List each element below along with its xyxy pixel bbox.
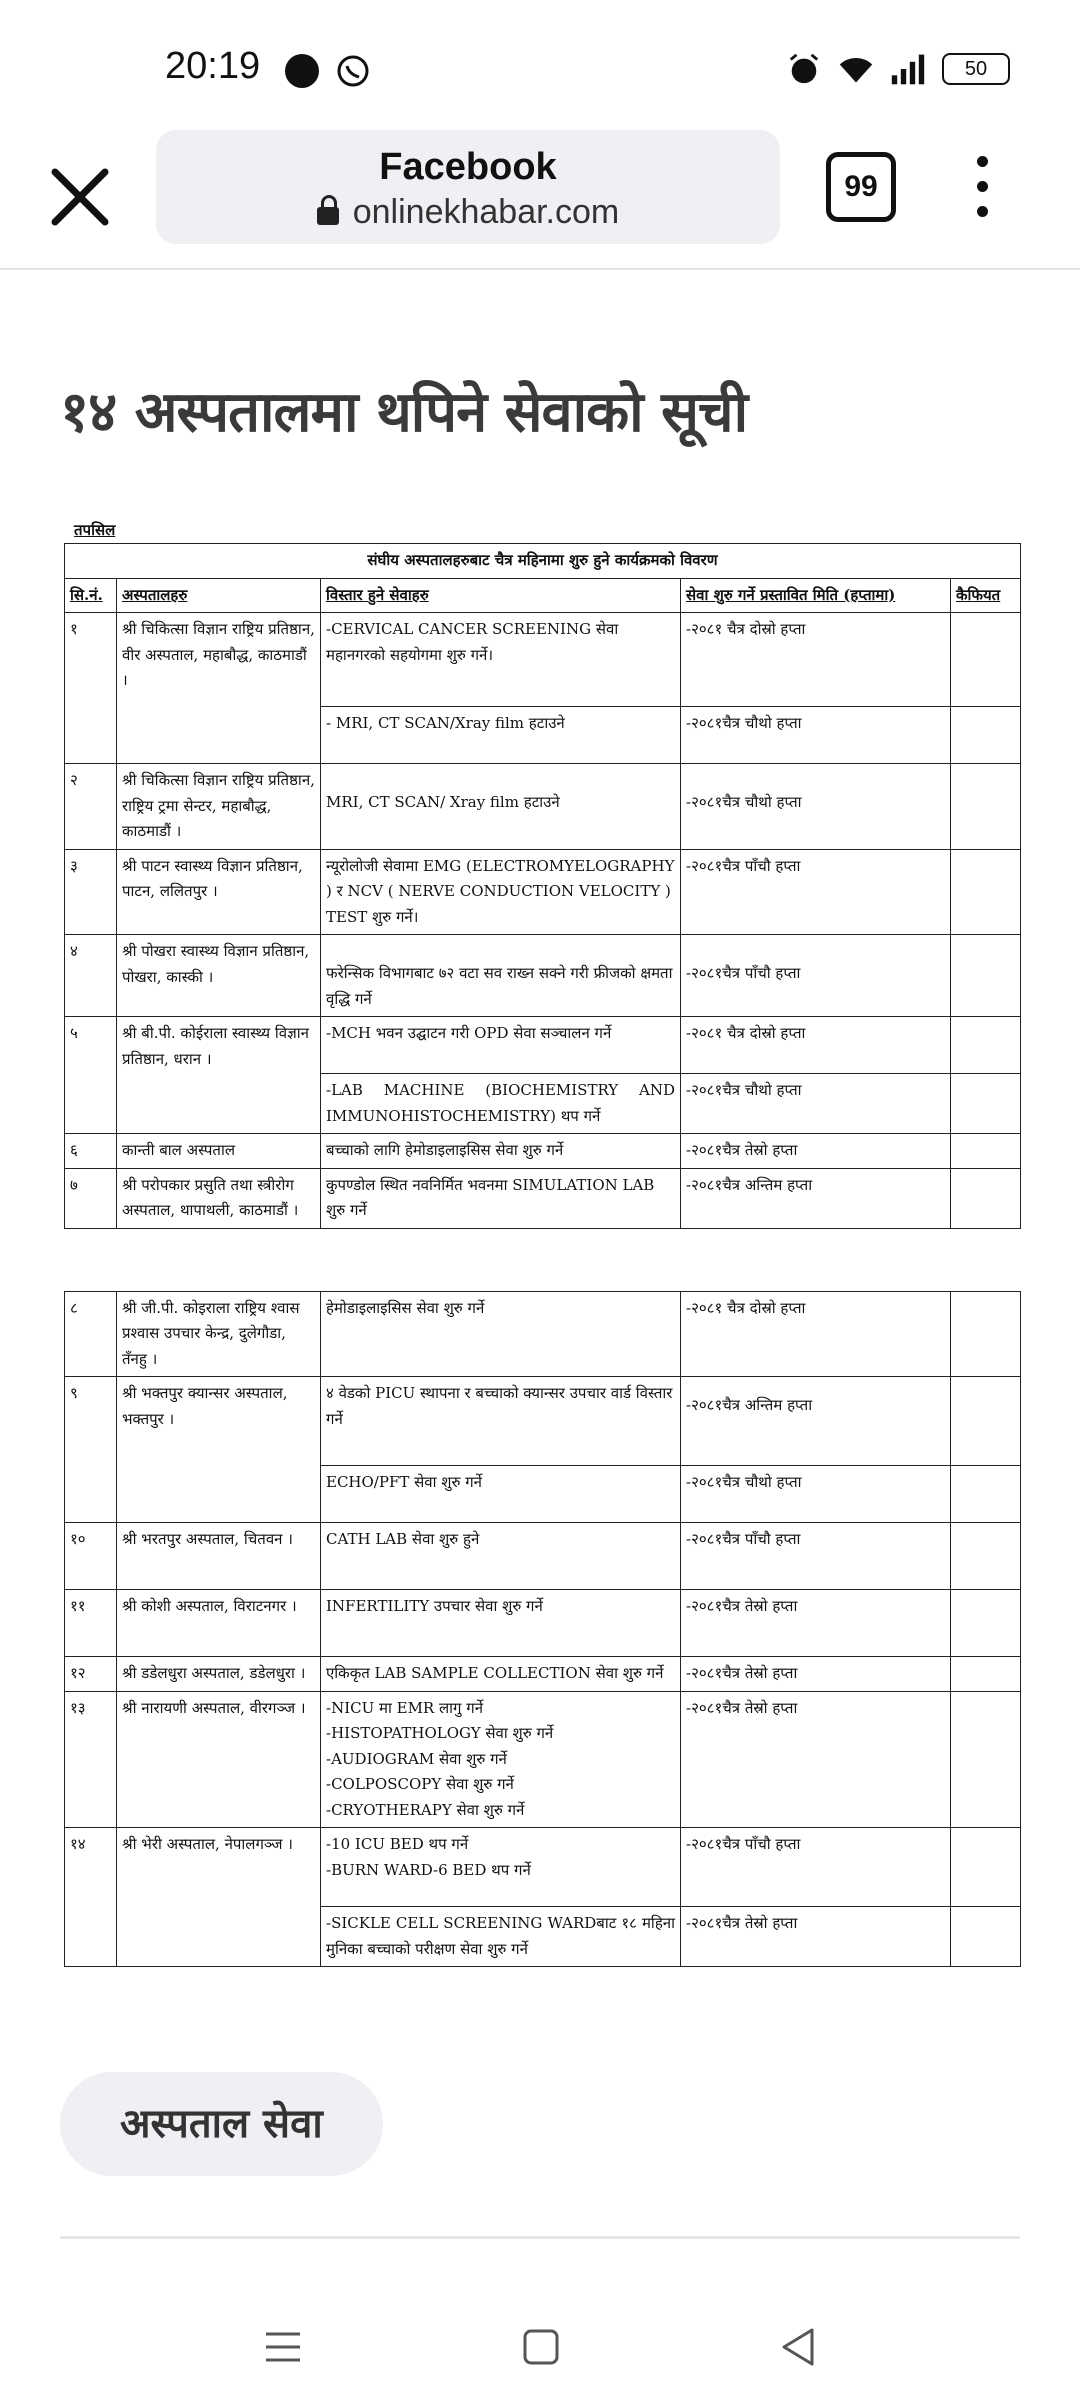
whatsapp-icon (336, 54, 370, 88)
table-row: ४ श्री पोखरा स्वास्थ्य विज्ञान प्रतिष्ठान, पोखरा, कास्की । फरेन्सिक विभागबाट ७२ वटा सव राख्न सक्ने गरी फ्रीजको क्षमता वृद्धि गर्ने -२०८१चैत्र पाँचौ हप्ता (65, 935, 1021, 1017)
home-icon[interactable] (516, 2322, 566, 2372)
schedule-table-continued (64, 1291, 1021, 1968)
table-row: ९ श्री भक्तपुर क्यान्सर अस्पताल, भक्तपुर । ४ वेडको PICU स्थापना र बच्चाको क्यान्सर उपचार वार्ड विस्तार गर्ने -२०८१चैत्र अन्तिम हप्ता (65, 1377, 1021, 1466)
table-row: ८ श्री जी.पी. कोइराला राष्ट्रिय श्वास प्रश्वास उपचार केन्द्र, दुलेगौडा, तँनहु । हेमोडाइलाइसिस सेवा शुरु गर्ने -२०८१ चैत्र दोस्रो हप्ता (65, 1291, 1021, 1377)
header-sn: सि.नं. (65, 578, 117, 613)
table-row: ६ कान्ती बाल अस्पताल बच्चाको लागि हेमोडाइलाइसिस सेवा शुरु गर्ने -२०८१चैत्र तेस्रो हप्ता (65, 1134, 1021, 1169)
article-headline: १४ अस्पतालमा थपिने सेवाको सूची (60, 380, 748, 445)
header-remarks: कैफियत (951, 578, 1021, 613)
battery-icon: 50 (942, 53, 1010, 85)
signal-icon (890, 52, 926, 86)
schedule-document (64, 520, 1020, 1967)
close-icon[interactable] (45, 162, 115, 232)
alarm-icon (786, 52, 822, 86)
table-caption: संघीय अस्पतालहरुबाट चैत्र महिनामा शुरु हुने कार्यक्रमको विवरण (65, 544, 1021, 579)
table-row: ७ श्री परोपकार प्रसुति तथा स्त्रीरोग अस्पताल, थापाथली, काठमाडौं । कुपण्डोल स्थित नवनिर्मित भवनमा SIMULATION LAB शुरु गर्ने -२०८१चैत्र अन्तिम हप्ता (65, 1168, 1021, 1228)
table-row: ECHO/PFT सेवा शुरु गर्ने -२०८१चैत्र चौथो हप्ता (65, 1466, 1021, 1523)
back-icon[interactable] (774, 2322, 824, 2372)
url-bar[interactable] (156, 130, 780, 244)
system-nav-bar (0, 2300, 1080, 2400)
table-row: २ श्री चिकित्सा विज्ञान राष्ट्रिय प्रतिष्ठान, राष्ट्रिय ट्रमा सेन्टर, महाबौद्ध, काठमाडौं । MRI, CT SCAN/ Xray film हटाउने -२०८१चैत्र चौथो हप्ता (65, 764, 1021, 850)
divider (60, 2236, 1020, 2239)
messenger-icon (285, 54, 319, 88)
lock-icon (317, 207, 339, 225)
more-menu-icon[interactable] (970, 156, 994, 220)
topic-tag[interactable]: अस्पताल सेवा (60, 2072, 383, 2176)
table-row: १४ श्री भेरी अस्पताल, नेपालगञ्ज । -10 ICU BED थप गर्ने -BURN WARD-6 BED थप गर्ने -२०८१चैत्र पाँचौ हप्ता (65, 1828, 1021, 1907)
page-break (64, 1229, 1020, 1291)
table-row: १० श्री भरतपुर अस्पताल, चितवन । CATH LAB सेवा शुरु हुने -२०८१चैत्र पाँचौ हप्ता (65, 1523, 1021, 1590)
schedule-table (64, 543, 1021, 1229)
status-time: 20:19 (165, 45, 261, 87)
domain-text: onlinekhabar.com (352, 193, 620, 231)
table-row: १२ श्री डडेलधुरा अस्पताल, डडेलधुरा । एकिकृत LAB SAMPLE COLLECTION सेवा शुरु गर्ने -२०८१चैत्र तेस्रो हप्ता (65, 1657, 1021, 1692)
document-label: तपसिल (74, 521, 116, 539)
table-row: ११ श्री कोशी अस्पताल, विराटनगर । INFERTILITY उपचार सेवा शुरु गर्ने -२०८१चैत्र तेस्रो हप्ता (65, 1590, 1021, 1657)
table-row: - MRI, CT SCAN/Xray film हटाउने -२०८१चैत्र चौथो हप्ता (65, 707, 1021, 764)
tab-count-button[interactable]: 99 (826, 152, 896, 222)
header-date: सेवा शुरु गर्ने प्रस्तावित मिति (हप्तामा) (681, 578, 951, 613)
recent-apps-icon[interactable] (258, 2322, 308, 2372)
table-row: -LAB MACHINE (BIOCHEMISTRY AND IMMUNOHISTOCHEMISTRY) थप गर्ने -२०८१चैत्र चौथो हप्ता (65, 1074, 1021, 1134)
table-row: -SICKLE CELL SCREENING WARDबाट १८ महिना मुनिका बच्चाको परीक्षण सेवा शुरु गर्ने -२०८१चैत्र तेस्रो हप्ता (65, 1907, 1021, 1967)
table-row: ५ श्री बी.पी. कोईराला स्वास्थ्य विज्ञान प्रतिष्ठान, धरान । -MCH भवन उद्घाटन गरी OPD सेवा सञ्चालन गर्ने -२०८१ चैत्र दोस्रो हप्ता (65, 1017, 1021, 1074)
page-title: Facebook (379, 146, 557, 188)
table-row: १३ श्री नारायणी अस्पताल, वीरगञ्ज । -NICU मा EMR लागु गर्ने -HISTOPATHOLOGY सेवा शुरु गर्ने -AUDIOGRAM सेवा शुरु गर्ने -COLPOSCOPY सेवा शुरु गर्ने -CRYOTHERAPY सेवा शुरु गर्ने -२०८१चैत्र तेस्रो हप्ता (65, 1691, 1021, 1828)
wifi-icon (838, 52, 874, 86)
header-hospital: अस्पतालहरु (117, 578, 321, 613)
status-bar (0, 0, 1080, 130)
table-row: ३ श्री पाटन स्वास्थ्य विज्ञान प्रतिष्ठान, पाटन, ललितपुर । न्यूरोलोजी सेवामा EMG (ELECTROMYELOGRAPHY ) र NCV ( NERVE CONDUCTION VELOCITY ) TEST शुरु गर्ने। -२०८१चैत्र पाँचौ हप्ता (65, 849, 1021, 935)
header-services: विस्तार हुने सेवाहरु (321, 578, 681, 613)
browser-toolbar (0, 130, 1080, 270)
table-row: १ श्री चिकित्सा विज्ञान राष्ट्रिय प्रतिष्ठान, वीर अस्पताल, महाबौद्ध, काठमाडौं । -CERVICAL CANCER SCREENING सेवा महानगरको सहयोगमा शुरु गर्ने। -२०८१ चैत्र दोस्रो हप्ता (65, 613, 1021, 707)
